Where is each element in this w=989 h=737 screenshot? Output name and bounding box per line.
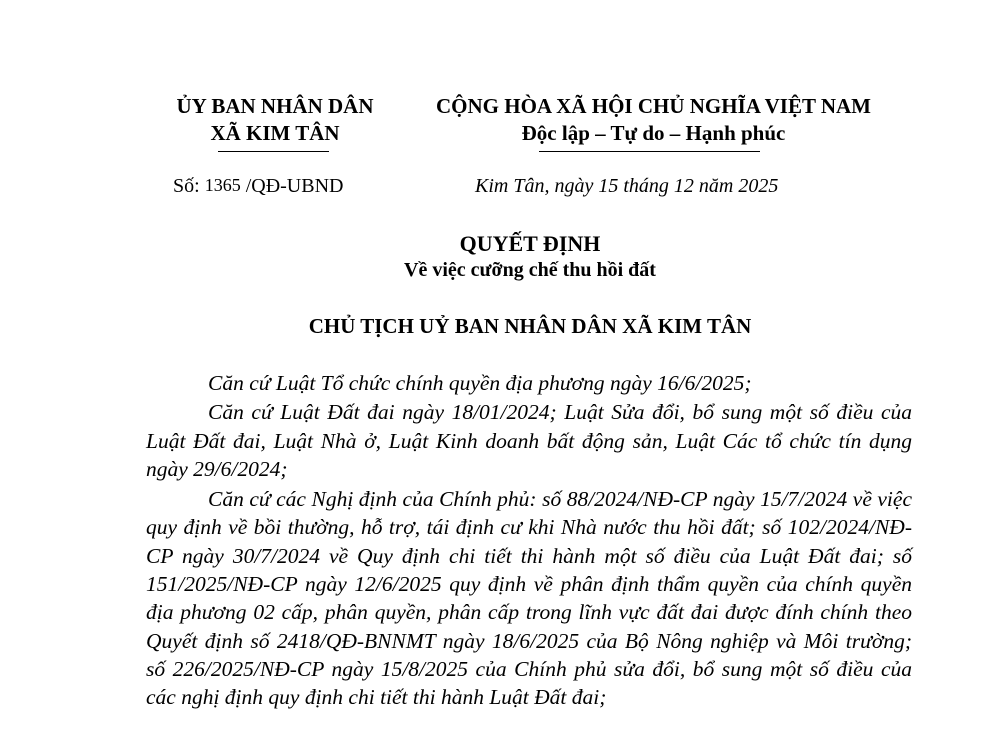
agency-commune: XÃ KIM TÂN [210,121,340,145]
number-prefix: Số: [173,175,200,197]
nation-underline [539,151,760,152]
decision-title: QUYẾT ĐỊNH [459,231,601,256]
legal-basis-paragraph: Căn cứ Luật Đất đai ngày 18/01/2024; Luật Sửa đổi, bổ sung một số điều của Luật Đất đai, Luật Nhà ở, Luật Kinh doanh bất động sản, Luật Các tổ chức tín dụng ngày 29/6/2024; [146,400,912,481]
date-month-year: tháng 12 năm 2025 [623,175,779,197]
nation-title: CỘNG HÒA XÃ HỘI CHỦ NGHĨA VIỆT NAM [435,94,872,118]
nation-motto: Độc lập – Tự do – Hạnh phúc [521,121,786,145]
legal-basis-paragraph: Căn cứ các Nghị định của Chính phủ: số 88/2024/NĐ-CP ngày 15/7/2024 về việc quy định về bồi thường, hỗ trợ, tái định cư khi Nhà nước thu hồi đất; số 102/2024/NĐ-CP ngày 30/7/2024 về Quy định chi tiết thi hành một số điều của Luật Đất đai; số 151/2025/NĐ-CP ngày 12/6/2025 quy định về phân định thẩm quyền của chính quyền địa phương 02 cấp, phân quyền, phân cấp trong lĩnh vực đất đai được đính chính theo Quyết định số 2418/QĐ-BNNMT ngày 18/6/2025 của Bộ Nông nghiệp và Môi trường; số 226/2025/NĐ-CP ngày 15/8/2025 của Chính phủ sửa đổi, bổ sung một số điều của các nghị định quy định chi tiết thi hành Luật Đất đai; [146,487,912,710]
legal-basis-paragraph: Căn cứ Luật Tổ chức chính quyền địa phương ngày 16/6/2025; [208,371,752,395]
legal-basis [146,369,912,713]
date-day: 15 [598,175,619,197]
decision-subject: Về việc cưỡng chế thu hồi đất [404,259,656,281]
document-number [173,175,343,198]
place-date-prefix: Kim Tân, ngày [475,175,594,197]
number-suffix: /QĐ-UBND [245,175,344,197]
agency-underline [218,151,329,152]
issuing-authority: CHỦ TỊCH UỶ BAN NHÂN DÂN XÃ KIM TÂN [308,314,752,338]
number-value: 1365 [204,175,241,195]
place-date [475,175,778,198]
agency-name: ỦY BAN NHÂN DÂN [176,94,374,118]
